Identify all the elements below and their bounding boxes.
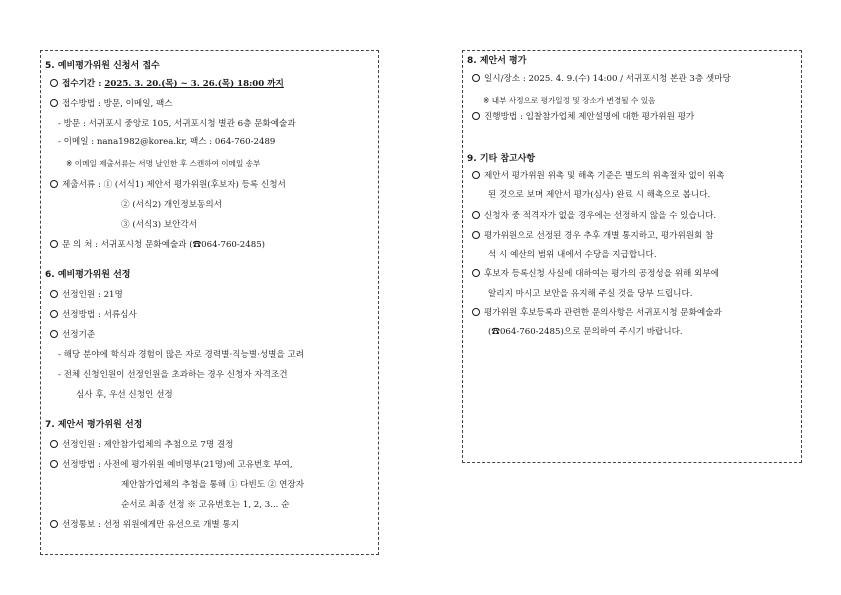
s9-item1-a-text: 제안서 평가위원 위촉 및 해촉 기준은 별도의 위촉절차 없이 위촉 [484,171,725,181]
s6-count [50,290,123,301]
bullet-circle-icon [472,231,480,239]
s5-method-text: 접수방법 : 방문, 이메일, 팩스 [62,99,173,109]
s7-method-2: 제안참가업체의 추첨을 통해 ① 다빈도 ② 연장자 [121,480,305,490]
bullet-circle-icon [50,460,58,468]
s9-item5-a-text: 평가위원 후보등록과 관련한 문의사항은 서귀포시청 문화예술과 [484,308,722,318]
s7-method-1 [50,460,293,471]
s7-method-3: 순서로 최종 선정 ※ 고유번호는 1, 2, 3... 순 [121,500,290,510]
s9-item4-a-text: 후보자 등록신청 사실에 대하여는 평가의 공정성을 위해 외부에 [484,269,719,279]
s9-item1-b: 된 것으로 보며 제안서 평가(심사) 완료 시 해촉으로 봅니다. [488,190,711,200]
s6-criteria-text: 선정기준 [62,330,96,340]
bullet-circle-icon [50,79,58,87]
s7-count [50,440,233,451]
s8-note: ※ 내부 사정으로 평가일정 및 장소가 변경될 수 있음 [483,96,656,105]
s5-docs-3: ③ (서식3) 보안각서 [121,220,198,230]
bullet-circle-icon [50,330,58,338]
s5-period-label: 접수기간 : [62,79,105,89]
bullet-circle-icon [50,520,58,528]
s9-item2 [472,211,716,222]
s5-period [50,79,284,90]
section-7-title: 7. 제안서 평가위원 선정 [45,420,143,430]
s5-email-note: ※ 이메일 제출서류는 서명 날인한 후 스캔하여 이메일 송부 [66,159,261,168]
s6-criteria-2: - 전체 신청인원이 선정인원을 초과하는 경우 신청자 자격조건 [58,370,288,380]
s5-contact-label: 문 의 처 : 서귀포시청 문화예술과 ( [62,240,193,250]
s9-item5-b-text: 064-760-2485)으로 문의하여 주시기 바랍니다. [499,327,683,337]
phone-icon: ☎ [491,327,500,337]
section-6-title: 6. 예비평가위원 선정 [45,270,131,280]
s8-process [472,112,694,123]
bullet-circle-icon [50,240,58,248]
s6-method-text: 선정방법 : 서류심사 [62,310,137,320]
s9-item3-a [472,231,713,242]
bullet-circle-icon [50,440,58,448]
bullet-circle-icon [472,171,480,179]
s6-criteria [50,330,95,341]
bullet-circle-icon [472,74,480,82]
s5-contact [50,240,265,251]
bullet-circle-icon [472,308,480,316]
phone-icon: ☎ [192,240,202,250]
s9-item5-a [472,308,722,319]
s9-item4-b: 알리지 마시고 보안을 유지해 주실 것을 당부 드립니다. [488,289,693,299]
s5-docs-2: ② (서식2) 개인정보동의서 [121,200,222,210]
s9-item2-text: 신청자 중 적격자가 없을 경우에는 선정하지 않을 수 있습니다. [484,211,717,221]
s5-contact-number: 064-760-2485) [201,240,266,250]
section-8-title: 8. 제안서 평가 [467,56,527,66]
bullet-circle-icon [50,99,58,107]
s6-criteria-1: - 해당 분야에 학식과 경험이 많은 자로 경력별·직능별·성별을 고려 [58,350,305,360]
s5-docs-1-text: 제출서류 : ① (서식1) 제안서 평가위원(후보자) 등록 신청서 [62,180,286,190]
bullet-circle-icon [50,310,58,318]
s9-item5-b: (☎064-760-2485)으로 문의하여 주시기 바랍니다. [488,327,683,337]
s7-notice-text: 선정통보 : 선정 위원에게만 유선으로 개별 통지 [62,520,240,530]
s9-item1-a [472,171,724,182]
s5-docs-1 [50,180,286,191]
bullet-circle-icon [50,180,58,188]
s7-method-1-text: 선정방법 : 사전에 평가위원 예비명부(21명)에 고유번호 부여, [62,460,293,470]
s9-item4-a [472,269,719,280]
s5-method [50,99,173,110]
s7-notice [50,520,239,531]
s7-count-text: 선정인원 : 제안참가업체의 추첨으로 7명 결정 [62,440,234,450]
bullet-circle-icon [472,269,480,277]
section-9-title: 9. 기타 참고사항 [467,154,536,164]
s6-criteria-3: 심사 후, 우선 신청인 선정 [76,390,173,400]
bullet-circle-icon [50,290,58,298]
bullet-circle-icon [472,211,480,219]
s8-datetime-text: 일시/장소 : 2025. 4. 9.(수) 14:00 / 서귀포시청 본관 3층 셋마당 [484,74,731,84]
s5-visit: - 방문 : 서귀포시 중앙로 105, 서귀포시청 별관 6층 문화예술과 [58,119,296,129]
s5-email-fax: - 이메일 : nana1982@korea.kr, 팩스 : 064-760-2489 [58,137,276,147]
s9-item3-b: 석 시 예산의 범위 내에서 수당을 지급합니다. [488,250,657,260]
bullet-circle-icon [472,112,480,120]
s9-item3-a-text: 평가위원으로 선정된 경우 추후 개별 통지하고, 평가위원회 참 [484,231,714,241]
s5-period-value: 2025. 3. 20.(목) ~ 3. 26.(목) 18:00 까지 [104,79,284,89]
s8-process-text: 진행방법 : 입찰참가업체 제안설명에 대한 평가위원 평가 [484,112,695,122]
s6-count-text: 선정인원 : 21명 [62,290,123,300]
s6-method [50,310,137,321]
s8-datetime [472,74,731,85]
section-5-title: 5. 예비평가위원 신청서 접수 [45,61,160,71]
